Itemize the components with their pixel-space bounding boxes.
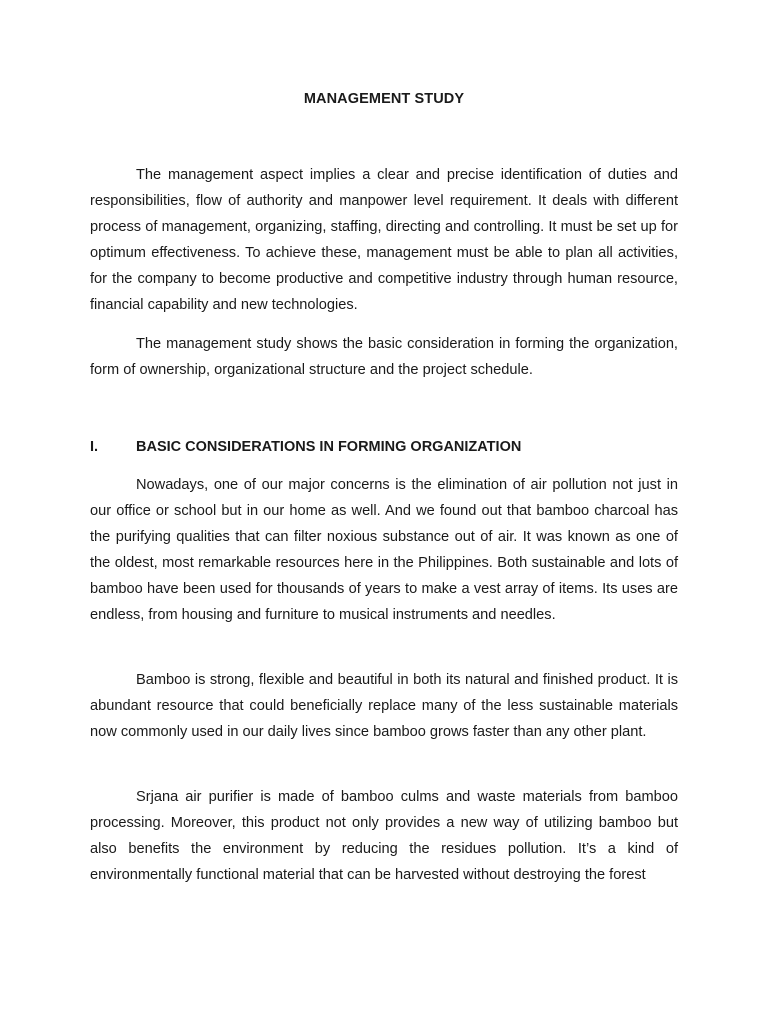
section-paragraph-2: Bamboo is strong, flexible and beautiful in both its natural and finished product. It is abundant resource that could beneficially replace many of the less sustainable materials now commonly used in our daily lives since bamboo grows faster than any other plant.	[90, 672, 678, 740]
section-paragraph-3: Srjana air purifier is made of bamboo culms and waste materials from bamboo processing. Moreover, this product not only provides a new way of utilizing bamboo but also benefits the environment by reducing the residues pollution. It’s a kind of environmentally functional material that can be harvested without destroying the forest	[90, 789, 678, 883]
section-number: I.	[90, 439, 99, 455]
intro-paragraph-1: The management aspect implies a clear and precise identification of duties and responsibilities, flow of authority and manpower level requirement. It deals with different process of management, organizing, staffing, directing and controlling. It must be set up for optimum effectiveness. To achieve these, management must be able to plan all activities, for the company to become productive and competitive industry through human resource, financial capability and new technologies.	[90, 167, 678, 313]
section-title: BASIC CONSIDERATIONS IN FORMING ORGANIZATION	[136, 439, 522, 455]
section-heading	[90, 436, 678, 458]
intro-paragraph-2: The management study shows the basic consideration in forming the organization, form of ownership, organizational structure and the project schedule.	[90, 336, 678, 378]
section-paragraph-1: Nowadays, one of our major concerns is the elimination of air pollution not just in our office or school but in our home as well. And we found out that bamboo charcoal has the purifying qualities that can filter noxious substance out of air. It was known as one of the oldest, most remarkable resources here in the Philippines. Both sustainable and lots of bamboo have been used for thousands of years to make a vest array of items. Its uses are endless, from housing and furniture to musical instruments and needles.	[90, 477, 678, 623]
page-title: MANAGEMENT STUDY	[303, 91, 465, 107]
